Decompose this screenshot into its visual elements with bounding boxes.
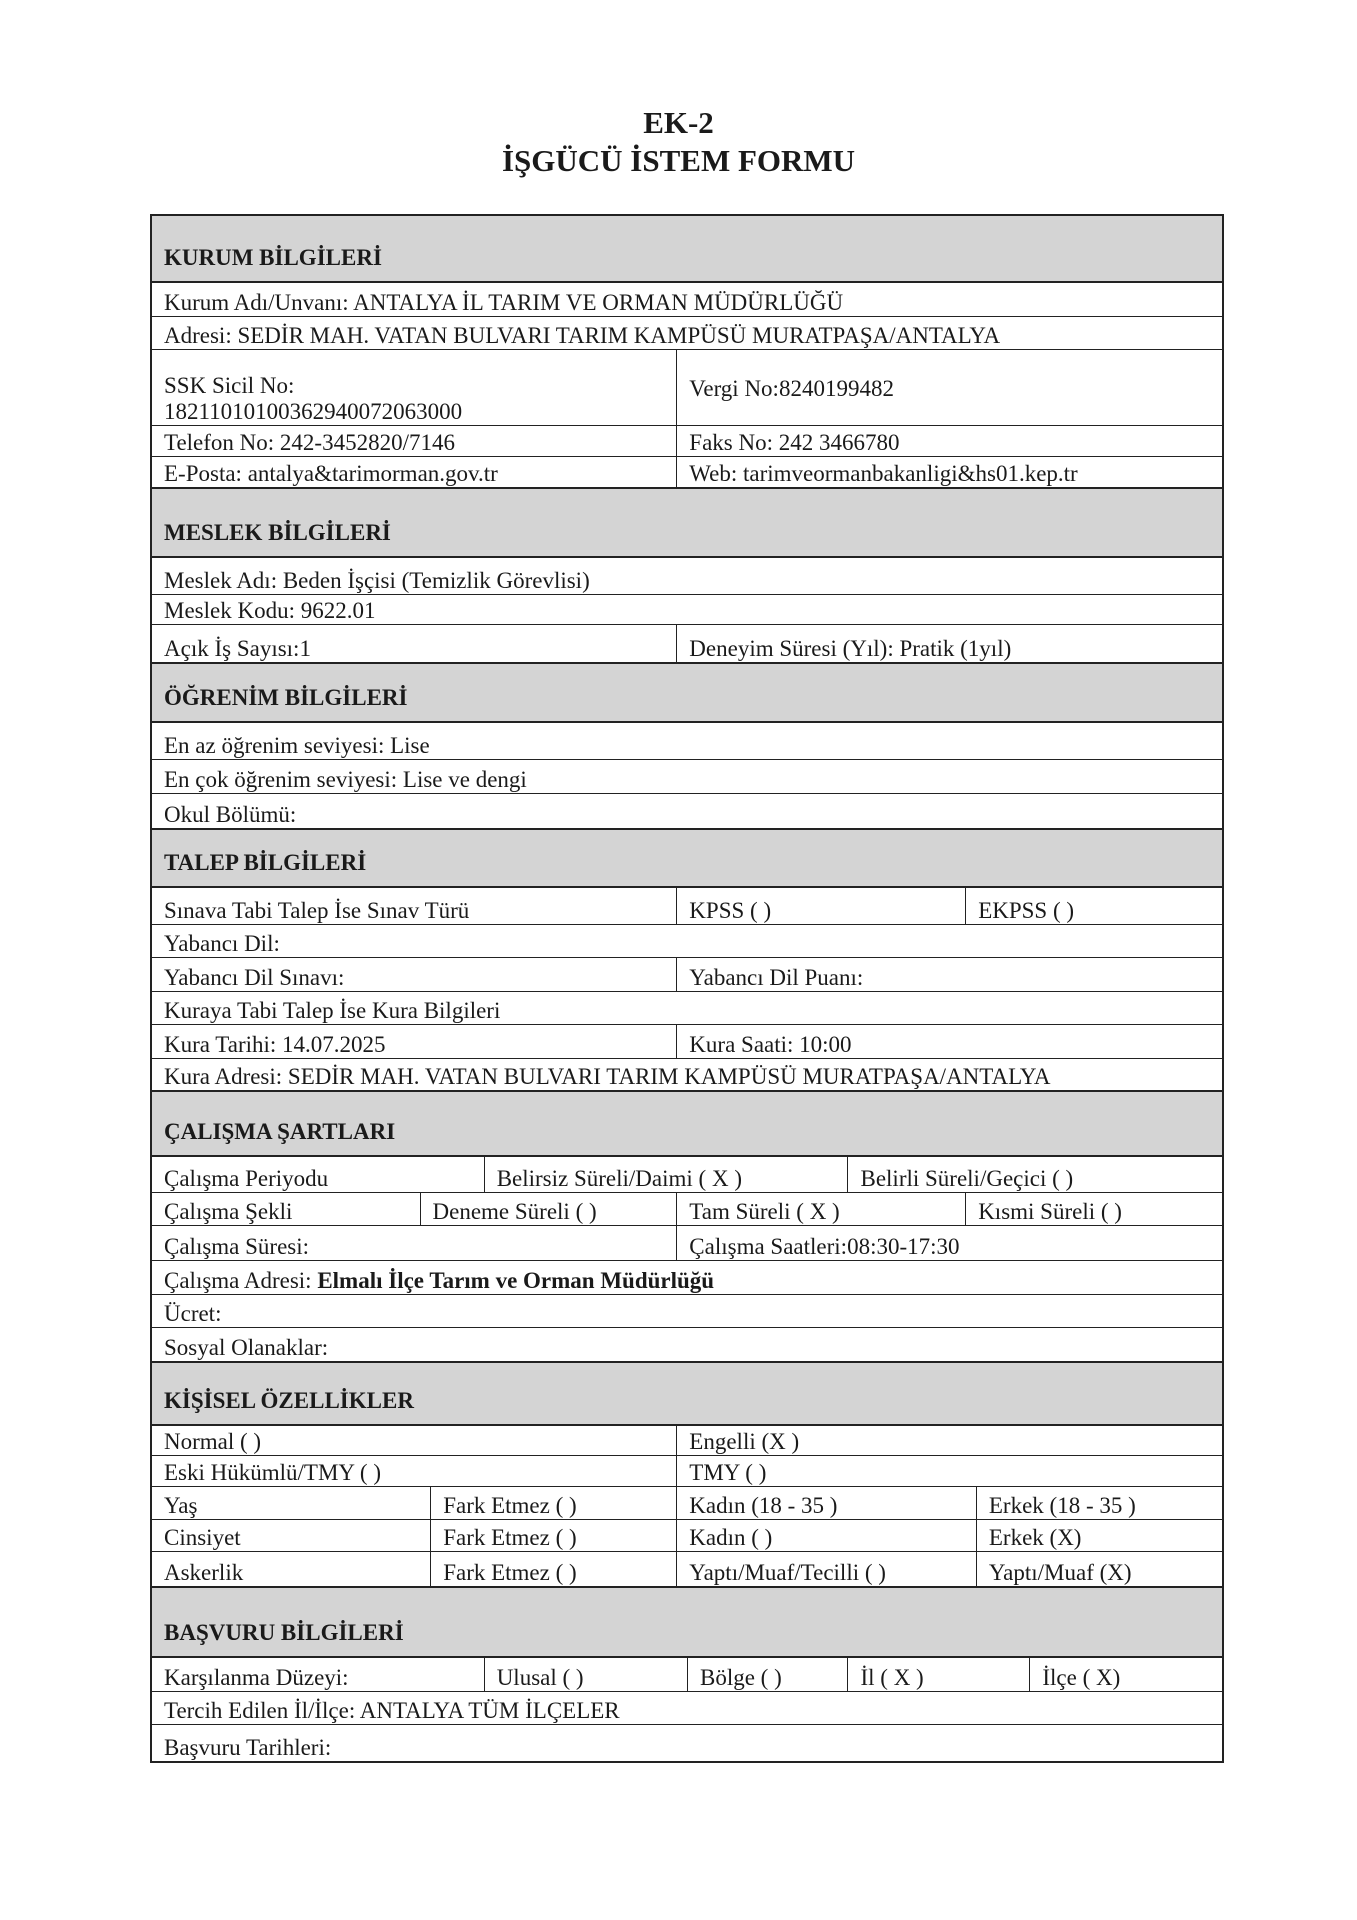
meslek-kodu: Meslek Kodu: 9622.01 [164, 598, 376, 623]
calisma-adresi: Elmalı İlçe Tarım ve Orman Müdürlüğü [317, 1268, 715, 1293]
basvuru-tarihleri: Başvuru Tarihleri: [164, 1735, 332, 1760]
cinsiyet: Cinsiyet [164, 1525, 241, 1550]
cinsiyet-kadin: Kadın ( ) [676, 1520, 976, 1551]
kura-bilgileri: Kuraya Tabi Talep İse Kura Bilgileri [164, 998, 501, 1023]
tmy: TMY ( ) [676, 1456, 1222, 1486]
faks: Faks No: 242 3466780 [676, 426, 1222, 456]
deneyim-suresi: Deneyim Süresi (Yıl): Pratik (1yıl) [676, 625, 1222, 662]
calisma-periyodu: Çalışma Periyodu [164, 1166, 329, 1191]
kurum-adi: Kurum Adı/Unvanı: ANTALYA İL TARIM VE ORMAN MÜDÜRLÜĞÜ [164, 290, 844, 315]
yabanci-dil: Yabancı Dil: [164, 931, 280, 956]
askerlik: Askerlik [164, 1560, 244, 1585]
section-meslek: MESLEK BİLGİLERİ [152, 487, 1222, 558]
ssk-label: SSK Sicil No: [164, 373, 295, 398]
il: İl ( X ) [847, 1658, 1029, 1691]
vergi-no: Vergi No:8240199482 [676, 350, 1222, 425]
yas-kadin: Kadın (18 - 35 ) [676, 1487, 976, 1519]
section-calisma: ÇALIŞMA ŞARTLARI [152, 1090, 1222, 1157]
section-kurum: KURUM BİLGİLERİ [152, 216, 1222, 283]
cinsiyet-fark-etmez: Fark Etmez ( ) [430, 1520, 676, 1551]
tercih-edilen: Tercih Edilen İl/İlçe: ANTALYA TÜM İLÇELER [164, 1698, 620, 1723]
karsilanma-duzeyi: Karşılanma Düzeyi: [164, 1665, 349, 1690]
kura-tarihi: Kura Tarihi: 14.07.2025 [164, 1032, 386, 1057]
en-az-ogrenim: En az öğrenim seviyesi: Lise [164, 733, 430, 758]
okul-bolumu: Okul Bölümü: [164, 802, 297, 827]
yabanci-dil-sinavi: Yabancı Dil Sınavı: [164, 965, 345, 990]
askerlik-yapti-tecilli: Yaptı/Muaf/Tecilli ( ) [676, 1552, 976, 1586]
section-kisisel: KİŞİSEL ÖZELLİKLER [152, 1361, 1222, 1426]
bolge: Bölge ( ) [687, 1658, 848, 1691]
sinav-turu: Sınava Tabi Talep İse Sınav Türü [164, 898, 470, 923]
en-cok-ogrenim: En çok öğrenim seviyesi: Lise ve dengi [164, 767, 527, 792]
sosyal-olanaklar: Sosyal Olanaklar: [164, 1335, 329, 1360]
kurum-adres: Adresi: SEDİR MAH. VATAN BULVARI TARIM KAMPÜSÜ MURATPAŞA/ANTALYA [164, 323, 1001, 348]
askerlik-yapti-muaf: Yaptı/Muaf (X) [976, 1552, 1222, 1586]
telefon: Telefon No: 242-3452820/7146 [164, 430, 455, 455]
deneme-sureli: Deneme Süreli ( ) [420, 1193, 677, 1225]
kura-saati: Kura Saati: 10:00 [676, 1025, 1222, 1058]
form-table [150, 214, 1224, 1763]
form-code: EK-2 [643, 105, 714, 140]
calisma-suresi: Çalışma Süresi: [164, 1234, 310, 1259]
normal: Normal ( ) [164, 1429, 262, 1454]
ulusal: Ulusal ( ) [484, 1658, 687, 1691]
ilce: İlçe ( X) [1029, 1658, 1222, 1691]
tam-sureli: Tam Süreli ( X ) [676, 1193, 965, 1225]
kismi-sureli: Kısmi Süreli ( ) [965, 1193, 1222, 1225]
kura-adresi: Kura Adresi: SEDİR MAH. VATAN BULVARI TARIM KAMPÜSÜ MURATPAŞA/ANTALYA [164, 1064, 1051, 1089]
section-ogrenim: ÖĞRENİM BİLGİLERİ [152, 662, 1222, 723]
yabanci-dil-puani: Yabancı Dil Puanı: [676, 958, 1222, 991]
yas-erkek: Erkek (18 - 35 ) [976, 1487, 1222, 1519]
yas-fark-etmez: Fark Etmez ( ) [430, 1487, 676, 1519]
acik-is-sayisi: Açık İş Sayısı:1 [164, 636, 311, 661]
calisma-sekli: Çalışma Şekli [164, 1199, 293, 1224]
belirli-sureli: Belirli Süreli/Geçici ( ) [847, 1157, 1222, 1192]
engelli: Engelli (X ) [676, 1426, 1222, 1455]
yas: Yaş [164, 1493, 198, 1518]
calisma-saatleri: Çalışma Saatleri:08:30-17:30 [676, 1226, 1222, 1260]
belirsiz-sureli: Belirsiz Süreli/Daimi ( X ) [484, 1157, 848, 1192]
section-talep: TALEP BİLGİLERİ [152, 828, 1222, 888]
ekpss: EKPSS ( ) [965, 888, 1222, 924]
section-basvuru: BAŞVURU BİLGİLERİ [152, 1586, 1222, 1658]
calisma-adresi-label: Çalışma Adresi: [164, 1268, 312, 1293]
ssk-no: 18211010100362940072063000 [164, 399, 463, 424]
form-title: İŞGÜCÜ İSTEM FORMU [501, 143, 856, 178]
kpss: KPSS ( ) [676, 888, 965, 924]
web: Web: tarimveormanbakanligi&hs01.kep.tr [676, 457, 1222, 487]
eski-hukumlu: Eski Hükümlü/TMY ( ) [164, 1460, 381, 1485]
ucret: Ücret: [164, 1301, 222, 1326]
askerlik-fark-etmez: Fark Etmez ( ) [430, 1552, 676, 1586]
cinsiyet-erkek: Erkek (X) [976, 1520, 1222, 1551]
eposta: E-Posta: antalya&tarimorman.gov.tr [164, 461, 498, 486]
meslek-adi: Meslek Adı: Beden İşçisi (Temizlik Görevlisi) [164, 568, 590, 593]
